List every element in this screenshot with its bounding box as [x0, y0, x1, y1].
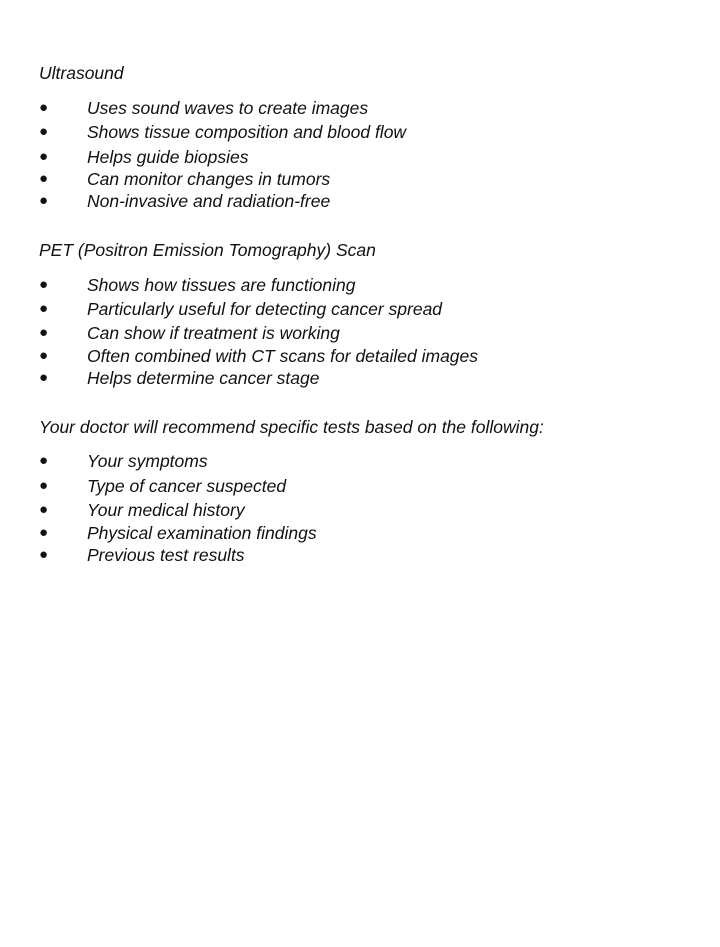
bullet-icon: ● [39, 546, 49, 563]
section-heading-recommendations: Your doctor will recommend specific tests based on the following: [39, 417, 544, 437]
bullet-icon: ● [39, 524, 49, 541]
bullet-icon: ● [39, 452, 49, 469]
bullet-icon: ● [39, 324, 49, 341]
list-item-text: Can monitor changes in tumors [87, 169, 331, 189]
bullet-icon: ● [39, 300, 49, 317]
bullet-icon: ● [39, 99, 49, 116]
list-item-text: Particularly useful for detecting cancer spread [87, 299, 443, 319]
bullet-icon: ● [39, 170, 49, 187]
list-item-text: Helps guide biopsies [87, 147, 249, 167]
list-item-text: Often combined with CT scans for detailed images [87, 346, 479, 366]
list-item-text: Shows how tissues are functioning [87, 275, 356, 295]
list-item-text: Non-invasive and radiation-free [87, 191, 331, 211]
section-heading-ultrasound: Ultrasound [39, 63, 124, 83]
list-item-text: Physical examination findings [87, 523, 317, 543]
list-item-text: Can show if treatment is working [87, 323, 340, 343]
bullet-icon: ● [39, 192, 49, 209]
list-item-text: Previous test results [87, 545, 245, 565]
bullet-icon: ● [39, 123, 49, 140]
section-heading-pet-scan: PET (Positron Emission Tomography) Scan [39, 240, 376, 260]
list-item-text: Helps determine cancer stage [87, 368, 320, 388]
bullet-icon: ● [39, 477, 49, 494]
bullet-icon: ● [39, 347, 49, 364]
list-item-text: Type of cancer suspected [87, 476, 287, 496]
bullet-icon: ● [39, 369, 49, 386]
bullet-icon: ● [39, 501, 49, 518]
bullet-icon: ● [39, 148, 49, 165]
list-item-text: Your symptoms [87, 451, 208, 471]
list-item-text: Uses sound waves to create images [87, 98, 369, 118]
list-item-text: Shows tissue composition and blood flow [87, 122, 407, 142]
bullet-icon: ● [39, 276, 49, 293]
list-item-text: Your medical history [87, 500, 245, 520]
